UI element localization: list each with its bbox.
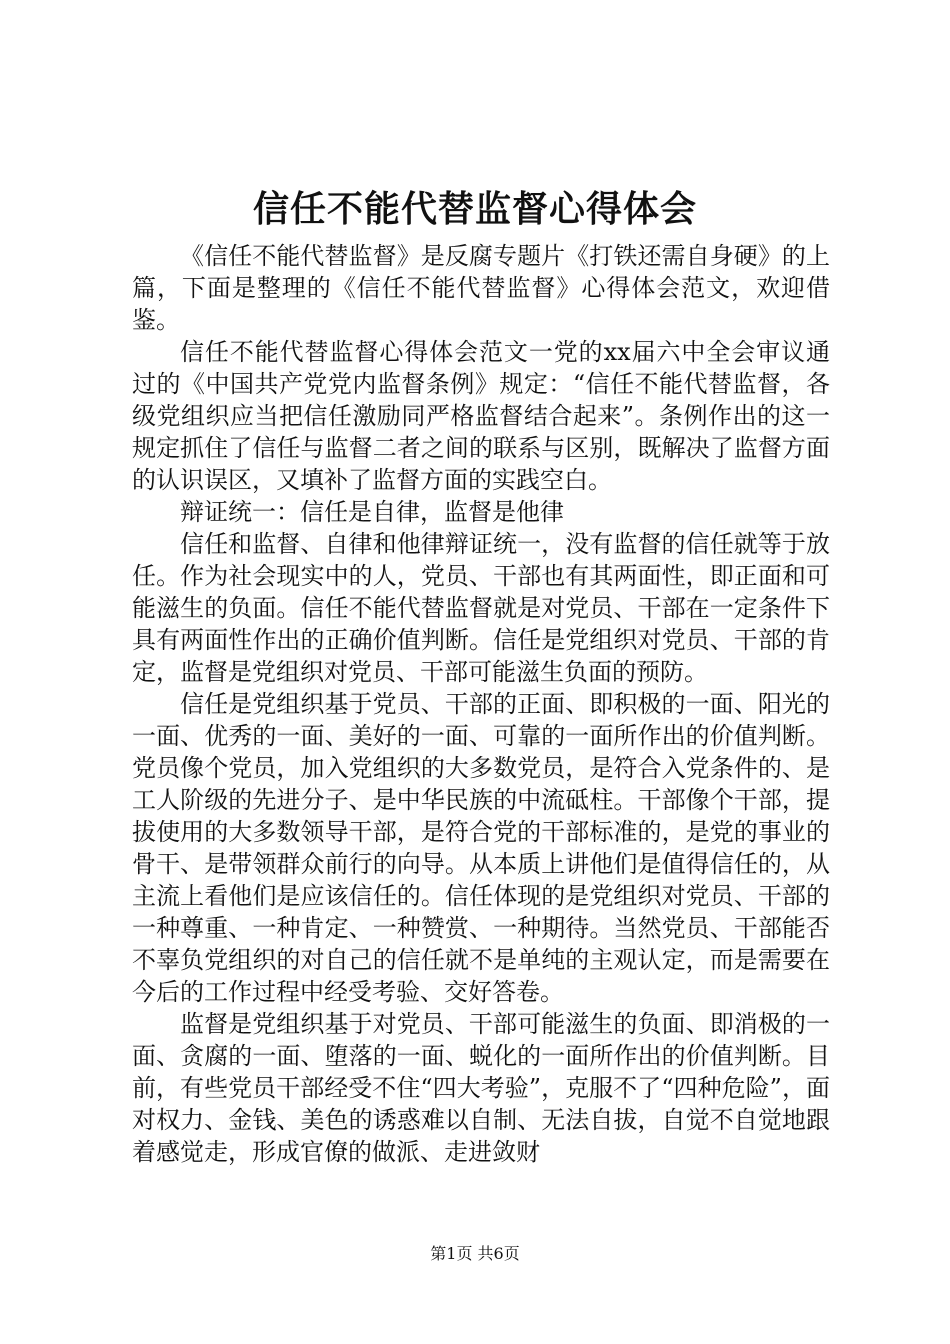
paragraph-trust: 信任是党组织基于党员、干部的正面、即积极的一面、阳光的一面、优秀的一面、美好的一面、可靠的一面所作出的价值判断。党员像个党员，加入党组织的大多数党员，是符合入党条件的、是工人阶级的先进分子、是中华民族的中流砥柱。干部像个干部，提拔使用的大多数领导干部，是符合党的干部标准的，是党的事业的骨干、是带领群众前行的向导。从本质上讲他们是值得信任的，从主流上看他们是应该信任的。信任体现的是党组织对党员、干部的一种尊重、一种肯定、一种赞赏、一种期待。当然党员、干部能否不辜负党组织的对自己的信任就不是单纯的主观认定，而是需要在今后的工作过程中经受考验、交好答卷。 (132, 690, 830, 1006)
paragraph-supervision: 监督是党组织基于对党员、干部可能滋生的负面、即消极的一面、贪腐的一面、堕落的一面、蜕化的一面所作出的价值判断。目前，有些党员干部经受不住“四大考验”，克服不了“四种危险”，面对权力、金钱、美色的诱惑难以自制、无法自拔，自觉不自觉地跟着感觉走，形成官僚的做派、走进敛财 (132, 1010, 830, 1166)
paragraph-intro: 《信任不能代替监督》是反腐专题片《打铁还需自身硬》的上篇，下面是整理的《信任不能代替监督》心得体会范文，欢迎借鉴。 (132, 242, 830, 334)
section-heading-dialectical-unity: 辩证统一：信任是自律，监督是他律 (180, 498, 564, 526)
document-title: 信任不能代替监督心得体会 (252, 189, 697, 230)
paragraph-trust-and-supervision: 信任和监督、自律和他律辩证统一，没有监督的信任就等于放任。作为社会现实中的人，党员、干部也有其两面性，即正面和可能滋生的负面。信任不能代替监督就是对党员、干部在一定条件下具有两面性作出的正确价值判断。信任是党组织对党员、干部的肯定，监督是党组织对党员、干部可能滋生负面的预防。 (132, 530, 830, 686)
document-body (132, 240, 830, 1168)
page-number-footer: 第1页 共6页 (430, 1244, 520, 1263)
paragraph-sample-one: 信任不能代替监督心得体会范文一党的xx届六中全会审议通过的《中国共产党党内监督条例》规定：“信任不能代替监督，各级党组织应当把信任激励同严格监督结合起来”。条例作出的这一规定抓住了信任与监督二者之间的联系与区别，既解决了监督方面的认识误区，又填补了监督方面的实践空白。 (132, 338, 830, 494)
